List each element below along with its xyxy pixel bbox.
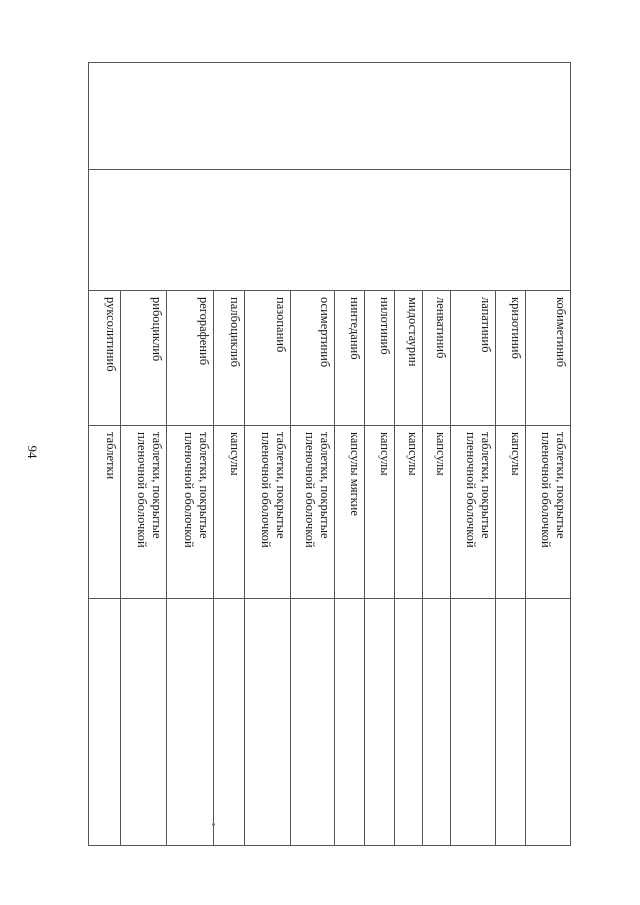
dosage-form-cell: капсулы bbox=[214, 426, 245, 599]
group-code-cell bbox=[89, 63, 571, 170]
dosage-form-cell: таблетки, покрытые пленочной оболочкой bbox=[451, 426, 496, 599]
drug-name-cell: кобиметиниб bbox=[526, 291, 571, 426]
drug-name-cell: пазопаниб bbox=[245, 291, 291, 426]
empty-cell bbox=[245, 599, 291, 846]
empty-cell bbox=[365, 599, 395, 846]
dosage-form-cell: таблетки bbox=[89, 426, 121, 599]
empty-cell bbox=[496, 599, 526, 846]
empty-cell bbox=[291, 599, 335, 846]
dosage-form-cell: капсулы bbox=[496, 426, 526, 599]
dosage-form-cell: капсулы bbox=[395, 426, 423, 599]
drug-name-cell: регорафениб bbox=[167, 291, 214, 426]
empty-cell bbox=[214, 599, 245, 846]
dosage-form-cell: таблетки, покрытые пленочной оболочкой bbox=[121, 426, 167, 599]
stray-mark bbox=[212, 823, 215, 826]
drug-table-container bbox=[89, 62, 571, 845]
dosage-form-cell: таблетки, покрытые пленочной оболочкой bbox=[245, 426, 291, 599]
drug-name-cell: палбоциклиб bbox=[214, 291, 245, 426]
empty-cell bbox=[89, 599, 121, 846]
drug-name-cell: мидостаурин bbox=[395, 291, 423, 426]
drug-name-cell: лапатиниб bbox=[451, 291, 496, 426]
table-row bbox=[526, 63, 571, 846]
empty-cell bbox=[451, 599, 496, 846]
dosage-form-cell: таблетки, покрытые пленочной оболочкой bbox=[167, 426, 214, 599]
drug-table bbox=[88, 62, 571, 846]
dosage-form-cell: таблетки, покрытые пленочной оболочкой bbox=[291, 426, 335, 599]
empty-cell bbox=[526, 599, 571, 846]
group-name-cell bbox=[89, 170, 571, 291]
drug-name-cell: ленватиниб bbox=[423, 291, 451, 426]
dosage-form-cell: капсулы bbox=[423, 426, 451, 599]
empty-cell bbox=[335, 599, 365, 846]
empty-cell bbox=[167, 599, 214, 846]
drug-name-cell: рибоциклиб bbox=[121, 291, 167, 426]
dosage-form-cell: капсулы мягкие bbox=[335, 426, 365, 599]
dosage-form-cell: капсулы bbox=[365, 426, 395, 599]
empty-cell bbox=[423, 599, 451, 846]
drug-name-cell: руксолитиниб bbox=[89, 291, 121, 426]
empty-cell bbox=[121, 599, 167, 846]
empty-cell bbox=[395, 599, 423, 846]
dosage-form-cell: таблетки, покрытые пленочной оболочкой bbox=[526, 426, 571, 599]
drug-name-cell: кризотиниб bbox=[496, 291, 526, 426]
drug-name-cell: нинтеданиб bbox=[335, 291, 365, 426]
drug-name-cell: нилотиниб bbox=[365, 291, 395, 426]
drug-name-cell: осимертиниб bbox=[291, 291, 335, 426]
page-number: 94 bbox=[25, 445, 40, 459]
